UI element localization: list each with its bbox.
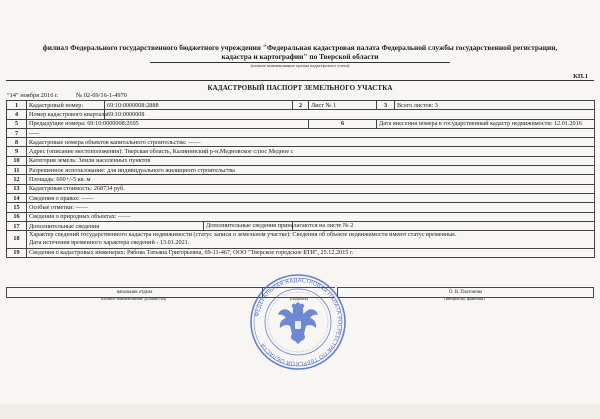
cadastral-engineers: Сведения о кадастровых инженерах: Рябова Татьяна Григорьевна, 69-11-467, ООО "Тверское городское БТИ", 25.12.2015 г.	[27, 248, 595, 257]
seal-text: ФЕДЕРАЛЬНАЯ КАДАСТРОВАЯ ПАЛАТА РОСРЕЕСТРА ПО ТВЕРСКОЙ ОБЛАСТИ	[254, 277, 343, 367]
special-notes: Особые отметки: ——	[27, 203, 595, 212]
table-row	[7, 175, 595, 184]
page-footer	[0, 404, 600, 419]
quarter-number-value: 69:10:0000008	[105, 110, 595, 119]
table-row	[7, 212, 595, 221]
table-row	[7, 101, 595, 110]
table-row	[7, 221, 595, 230]
additional-info-label: Дополнительные сведения	[29, 222, 100, 230]
row-number: 11	[7, 166, 27, 175]
total-sheets: Всего листов: 3	[395, 101, 595, 110]
record-status	[27, 231, 595, 249]
cadastral-value: Кадастровая стоимость: 268734 руб.	[27, 184, 595, 193]
table-row	[7, 231, 595, 249]
table-row	[7, 248, 595, 257]
row-number: 15	[7, 203, 27, 212]
table-row	[7, 110, 595, 119]
cadastral-number-value: 69:10:0000008:2888	[105, 101, 293, 110]
row-number: 8	[7, 138, 27, 147]
table-row	[7, 203, 595, 212]
table-row	[7, 147, 595, 156]
row-number: 7	[7, 128, 27, 137]
capital-objects: Кадастровые номера объектов капитального строительства: ——	[27, 138, 595, 147]
rights-info: Сведения о правах: ——	[27, 193, 595, 202]
official-seal	[248, 272, 348, 372]
row-number: 5	[7, 119, 27, 128]
natural-objects: Сведения о природных объектах: ——	[27, 212, 595, 221]
additional-info-cell	[27, 221, 354, 230]
table-row	[7, 156, 595, 165]
land-category: Категория земель: Земли населенных пунктов	[27, 156, 595, 165]
row-number: 14	[7, 193, 27, 202]
row-number: 10	[7, 156, 27, 165]
number-entry-date: Дата внесения номера в государственный кадастр недвижимости: 12.01.2016	[377, 119, 595, 128]
permitted-use: Разрешенное использование: для индивидуального жилищного строительства	[27, 166, 595, 175]
document-title: КАДАСТРОВЫЙ ПАСПОРТ ЗЕМЕЛЬНОГО УЧАСТКА	[207, 84, 393, 92]
signer-position: начальник отдела	[6, 287, 263, 298]
table-row	[7, 119, 595, 128]
row-number: 13	[7, 184, 27, 193]
signature-caption: (подпись)	[289, 296, 309, 301]
form-divider	[6, 80, 594, 81]
row-number: 1	[7, 101, 27, 110]
table-row	[7, 128, 595, 137]
address: Адрес (описание местоположения): Тверская область, Калининский р-н,Медновское с/пос Медное с	[27, 147, 595, 156]
org-name-line1: филиал Федерального государственного бюджетного учреждения "Федеральная кадастровая палата Федеральной службы государственной регистрации,	[42, 43, 558, 52]
record-status-line1: Характер сведений государственного кадастра недвижимости (статус записи о земельном участке): Сведения об объекте недвижимости имеют статус временные.	[29, 231, 457, 239]
table-row	[7, 193, 595, 202]
row-number: 17	[7, 221, 27, 230]
record-status-line2: Дата истечения временного характера сведений - 13.01.2021.	[29, 239, 190, 247]
sheet-number: Лист № 1	[309, 101, 377, 110]
row-number: 3	[377, 101, 395, 110]
row-text: -----	[27, 128, 595, 137]
org-caption: (полное наименование органа кадастрового учета)	[250, 63, 350, 68]
passport-table	[6, 100, 595, 258]
cadastral-number-label: Кадастровый номер:	[27, 101, 105, 110]
document-number: № 02-69/16-1-4970	[76, 92, 128, 99]
row-number: 16	[7, 212, 27, 221]
row-number: 12	[7, 175, 27, 184]
previous-numbers: Предыдущие номера: 69:10:0000008:2695	[27, 119, 309, 128]
document-date: "14" ноября 2016 г.	[7, 92, 59, 99]
table-row	[7, 138, 595, 147]
position-caption: (полное наименование должности)	[100, 296, 167, 301]
name-caption: (инициалы, фамилия)	[444, 296, 485, 301]
quarter-number-label: Номер кадастрового квартала:	[27, 110, 105, 119]
row-number: 6	[309, 119, 377, 128]
row-number: 19	[7, 248, 27, 257]
row-number: 9	[7, 147, 27, 156]
row-number: 18	[7, 231, 27, 249]
additional-info-value: Дополнительные сведения приналагаются на листе № 2	[203, 222, 353, 230]
area: Площадь: 600+/-5 кв. м	[27, 175, 595, 184]
row-number: 2	[293, 101, 309, 110]
table-row	[7, 184, 595, 193]
eagle-emblem-icon	[278, 302, 318, 344]
row-number: 4	[7, 110, 27, 119]
org-name-line2: кадастра и картографии" по Тверской области	[221, 52, 379, 61]
form-code: КП.1	[573, 73, 588, 80]
signer-name: О. В. Платонова	[337, 287, 594, 298]
table-row	[7, 166, 595, 175]
